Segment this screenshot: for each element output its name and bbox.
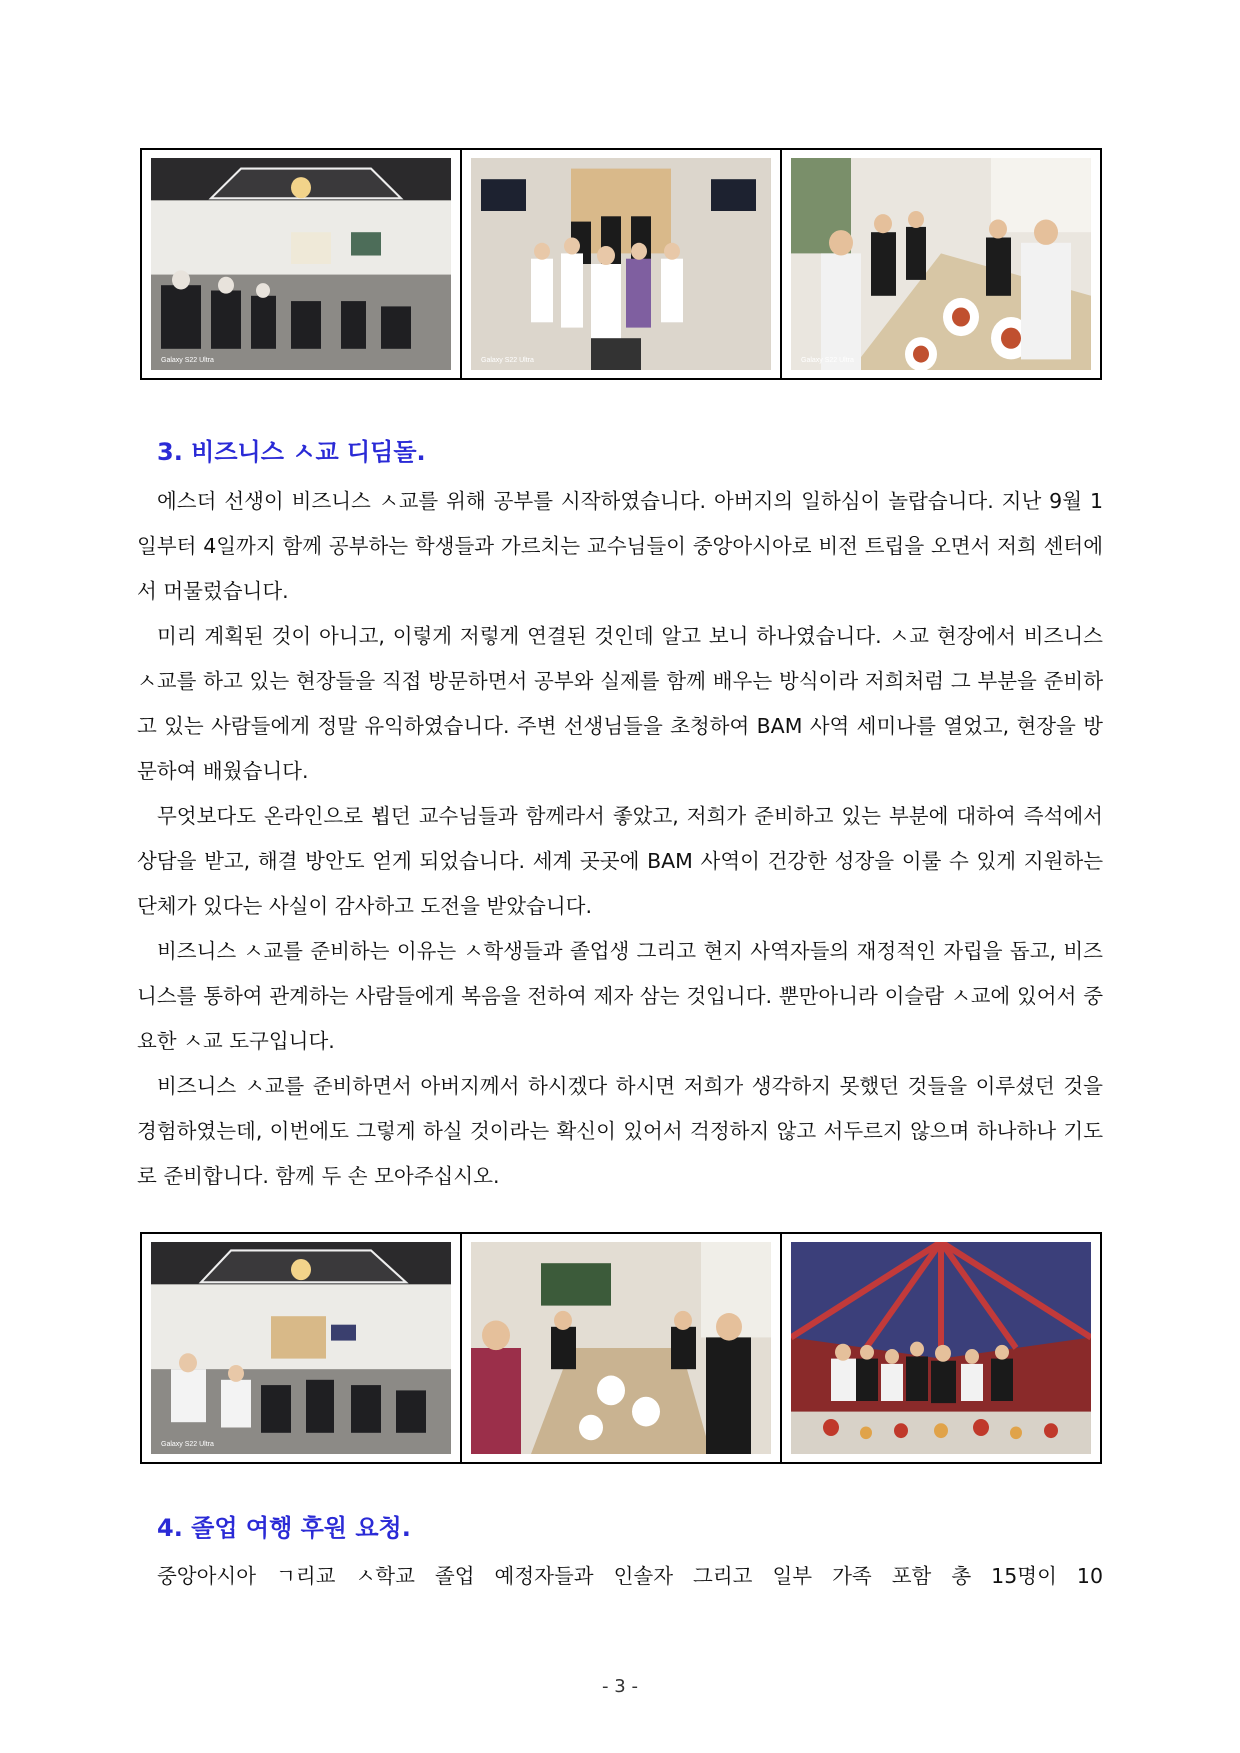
section-4-body	[137, 1554, 1103, 1599]
photo-cell	[462, 150, 782, 378]
section-4-heading: 4. 졸업 여행 후원 요청.	[157, 1514, 411, 1542]
dinner-table-photo	[471, 1242, 771, 1454]
photo-cell	[142, 150, 462, 378]
photo-row-1	[140, 148, 1102, 380]
photo-cell	[462, 1234, 782, 1462]
photo-watermark: Galaxy S22 Ultra	[481, 357, 534, 364]
dinner-table-photo	[791, 158, 1091, 370]
section-3-body	[137, 479, 1103, 1199]
photo-cell	[782, 1234, 1100, 1462]
photo-cell	[782, 150, 1100, 378]
photo-cell	[142, 1234, 462, 1462]
section-3-heading: 3. 비즈니스 ㅅ교 디딤돌.	[157, 438, 426, 466]
seminar-room-photo	[151, 1242, 451, 1454]
yurt-group-photo	[791, 1242, 1091, 1454]
paragraph: 비즈니스 ㅅ교를 준비하는 이유는 ㅅ학생들과 졸업생 그리고 현지 사역자들의 재정적인 자립을 돕고, 비즈니스를 통하여 관계하는 사람들에게 복음을 전하여 제자 삼는 것입니다. 뿐만아니라 이슬람 ㅅ교에 있어서 중요한 ㅅ교 도구입니다.	[137, 939, 1103, 1053]
paragraph: 미리 계획된 것이 아니고, 이렇게 저렇게 연결된 것인데 알고 보니 하나였습니다. ㅅ교 현장에서 비즈니스 ㅅ교를 하고 있는 현장들을 직접 방문하면서 공부와 실제를 함께 배우는 방식이라 저희처럼 그 부분을 준비하고 있는 사람들에게 정말 유익하였습니다. 주변 선생님들을 초청하여 BAM 사역 세미나를 열었고, 현장을 방문하여 배웠습니다.	[137, 624, 1103, 783]
paragraph: 에스더 선생이 비즈니스 ㅅ교를 위해 공부를 시작하였습니다. 아버지의 일하심이 놀랍습니다. 지난 9월 1일부터 4일까지 함께 공부하는 학생들과 가르치는 교수님들이 중앙아시아로 비전 트립을 오면서 저희 센터에서 머물렀습니다.	[137, 489, 1103, 603]
paragraph: 중앙아시아 ㄱ리교 ㅅ학교 졸업 예정자들과 인솔자 그리고 일부 가족 포함 총 15명이 10	[157, 1564, 1103, 1588]
photo-watermark: Galaxy S22 Ultra	[161, 357, 214, 364]
photo-watermark: Galaxy S22 Ultra	[801, 357, 854, 364]
seminar-room-photo	[151, 158, 451, 370]
page-number: - 3 -	[602, 1676, 638, 1697]
photo-watermark: Galaxy S22 Ultra	[161, 1441, 214, 1448]
photo-row-2	[140, 1232, 1102, 1464]
paragraph: 무엇보다도 온라인으로 뵙던 교수님들과 함께라서 좋았고, 저희가 준비하고 있는 부분에 대하여 즉석에서 상담을 받고, 해결 방안도 얻게 되었습니다. 세계 곳곳에 BAM 사역이 건강한 성장을 이룰 수 있게 지원하는 단체가 있다는 사실이 감사하고 도전을 받았습니다.	[137, 804, 1103, 918]
group-photo	[471, 158, 771, 370]
paragraph: 비즈니스 ㅅ교를 준비하면서 아버지께서 하시겠다 하시면 저희가 생각하지 못했던 것들을 이루셨던 것을 경험하였는데, 이번에도 그렇게 하실 것이라는 확신이 있어서 걱정하지 않고 서두르지 않으며 하나하나 기도로 준비합니다. 함께 두 손 모아주십시오.	[137, 1074, 1103, 1188]
